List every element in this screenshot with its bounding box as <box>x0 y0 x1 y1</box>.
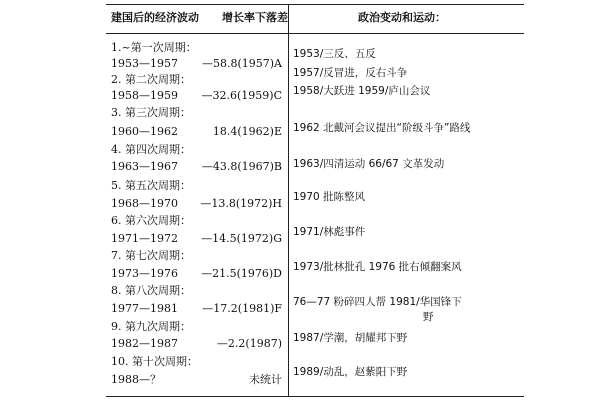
cycle-value-6: —14.5(1972)G <box>201 232 282 245</box>
cycle-years-2: 1958—1959 <box>111 89 178 102</box>
event-1970: 1970 批陈整风 <box>293 191 366 203</box>
cycle-years-9: 1982—1987 <box>111 337 178 350</box>
cycle-title-2: 2. 第二次周期： <box>111 73 191 86</box>
event-1971: 1971/林彪事件 <box>293 226 366 238</box>
event-1989: 1989/动乱，赵紫阳下野 <box>293 366 408 378</box>
header-growth-drop: 增长率下落差 <box>222 11 288 24</box>
cycle-title-4: 4. 第四次周期： <box>111 143 191 156</box>
cycle-years-6: 1971—1972 <box>111 232 178 245</box>
cycle-years-8: 1977—1981 <box>111 302 178 315</box>
cycle-title-5: 5. 第五次周期： <box>111 179 191 192</box>
cycle-title-6: 6. 第六次周期： <box>111 214 191 227</box>
cycle-years-1: 1953—1957 <box>111 57 178 70</box>
cycle-title-1: 1.~第一次周期： <box>111 41 197 54</box>
cycle-title-3: 3. 第三次周期： <box>111 106 191 119</box>
cycle-years-10: 1988—？ <box>111 373 161 386</box>
cycle-value-10: 未统计 <box>249 373 282 386</box>
cycle-value-7: —21.5(1976)D <box>201 267 282 280</box>
cycle-value-9: —2.2(1987) <box>216 337 282 350</box>
event-1973-1976: 1973/批林批孔 1976 批右倾翻案风 <box>293 261 462 273</box>
event-1981-wrap: 野 <box>423 311 434 323</box>
cycle-title-9: 9. 第九次周期： <box>111 320 191 333</box>
table-bottom-rule <box>106 396 524 397</box>
header-political-events: 政治变动和运动： <box>358 11 446 24</box>
cycle-years-5: 1968—1970 <box>111 197 178 210</box>
cycle-title-8: 8. 第八次周期： <box>111 284 191 297</box>
event-1976-1981: 76—77 粉碎四人帮 1981/华国锋下 <box>293 296 462 308</box>
cycle-value-2: —32.6(1959)C <box>201 89 282 102</box>
cycle-years-3: 1960—1962 <box>111 125 178 138</box>
cycle-title-7: 7. 第七次周期： <box>111 249 191 262</box>
event-1963-1967: 1963/四清运动 66/67 文革发动 <box>293 158 445 170</box>
event-1987: 1987/学潮，胡耀邦下野 <box>293 332 408 344</box>
cycle-value-1: —58.8(1957)A <box>201 57 282 70</box>
cycle-value-4: —43.8(1967)B <box>201 160 282 173</box>
cycle-value-5: —13.8(1972)H <box>200 197 282 210</box>
table-top-rule <box>106 4 524 5</box>
event-1953: 1953/三反、五反 <box>293 48 376 60</box>
cycle-title-10: 10. 第十次周期： <box>111 355 198 368</box>
cycle-value-8: —17.2(1981)F <box>202 302 282 315</box>
event-1958-1959: 1958/大跃进 1959/庐山会议 <box>293 85 431 97</box>
cycle-years-4: 1963—1967 <box>111 160 178 173</box>
header-economic-fluctuation: 建国后的经济波动 <box>111 11 199 24</box>
cycle-value-3: 18.4(1962)E <box>212 125 282 138</box>
event-1957: 1957/反冒进，反右斗争 <box>293 67 408 79</box>
event-1962: 1962 北戴河会议提出“阶级斗争”路线 <box>293 122 471 134</box>
cycle-years-7: 1973—1976 <box>111 267 178 280</box>
column-divider-rule <box>288 4 289 397</box>
header-divider-rule <box>106 33 524 34</box>
